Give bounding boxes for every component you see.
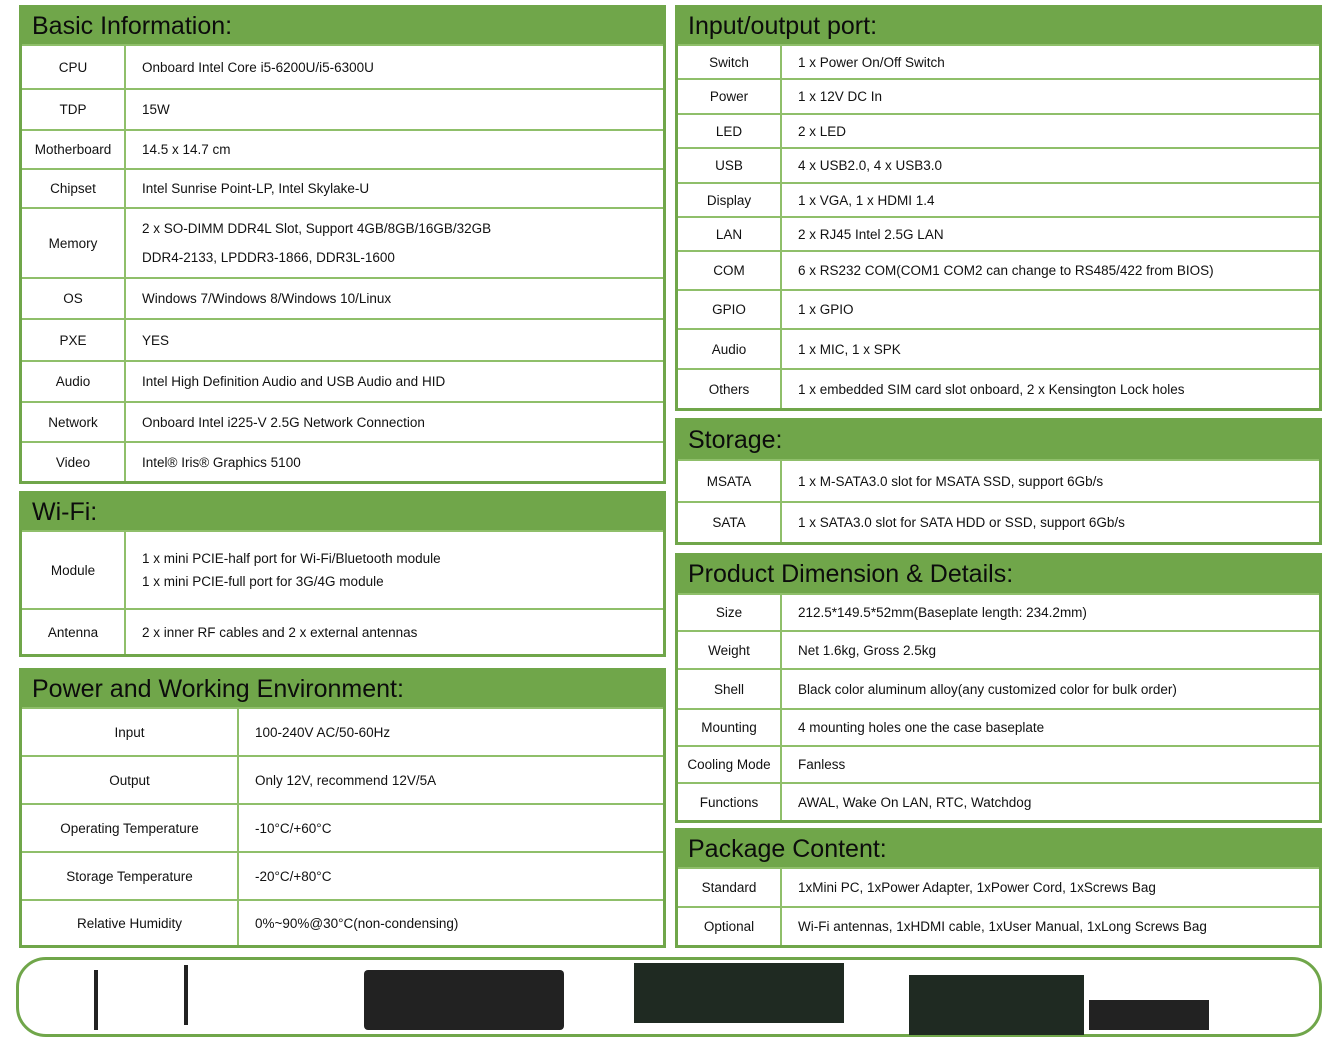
row-value (781, 45, 1319, 79)
row-label: Functions (678, 783, 781, 820)
product-image-ports (634, 963, 844, 1023)
row-label: Power (678, 79, 781, 114)
value-line: Onboard Intel i225-V 2.5G Network Connection (142, 414, 425, 430)
row-label: Video (22, 442, 125, 481)
product-image-ports-2 (909, 975, 1084, 1035)
table-row (22, 208, 663, 278)
value-line: -20°C/+80°C (255, 868, 332, 884)
table-row (678, 746, 1319, 783)
value-line: 2 x SO-DIMM DDR4L Slot, Support 4GB/8GB/16GB/32GB (142, 221, 492, 236)
section-io (675, 5, 1322, 411)
row-label: LED (678, 114, 781, 148)
value-line: Fanless (798, 757, 846, 772)
row-label: Module (22, 531, 125, 609)
row-value (125, 208, 663, 278)
antenna-image (184, 965, 188, 1025)
spec-table (678, 459, 1319, 542)
value-line: 1 x GPIO (798, 302, 854, 317)
row-value (125, 319, 663, 361)
table-row (678, 183, 1319, 217)
product-image-side (1089, 1000, 1209, 1030)
row-label: Memory (22, 208, 125, 278)
section-title: Input/output port: (678, 8, 1319, 44)
value-line: Net 1.6kg, Gross 2.5kg (798, 642, 937, 658)
section-wifi (19, 491, 666, 657)
row-label: Audio (22, 361, 125, 402)
row-label: Output (22, 756, 238, 804)
row-label: OS (22, 278, 125, 319)
row-label: Input (22, 708, 238, 756)
value-line: 4 x USB2.0, 4 x USB3.0 (798, 158, 943, 173)
row-label: Motherboard (22, 130, 125, 169)
table-row (22, 45, 663, 89)
spec-table (22, 44, 663, 481)
table-row (678, 329, 1319, 369)
row-value (238, 804, 663, 852)
section-title: Storage: (678, 421, 1319, 459)
row-value (781, 709, 1319, 746)
row-label: COM (678, 251, 781, 290)
row-value (781, 783, 1319, 820)
row-label: Audio (678, 329, 781, 369)
value-line: YES (142, 332, 170, 348)
table-row (22, 609, 663, 654)
value-line: 2 x inner RF cables and 2 x external antennas (142, 624, 418, 640)
value-line: 6 x RS232 COM(COM1 COM2 can change to RS485/422 from BIOS) (798, 263, 1214, 278)
row-value (125, 402, 663, 442)
antenna-image (94, 970, 98, 1030)
value-line: 1 x SATA3.0 slot for SATA HDD or SSD, support 6Gb/s (798, 515, 1125, 530)
table-row (22, 442, 663, 481)
value-line: 2 x RJ45 Intel 2.5G LAN (798, 226, 944, 242)
value-line: 4 mounting holes one the case baseplate (798, 720, 1045, 735)
table-row (678, 460, 1319, 502)
row-value (781, 217, 1319, 251)
table-row (678, 217, 1319, 251)
row-label: Relative Humidity (22, 900, 238, 945)
product-image-case (364, 970, 564, 1030)
row-value (781, 251, 1319, 290)
row-value (125, 130, 663, 169)
row-value (781, 460, 1319, 502)
section-power (19, 668, 666, 948)
value-line: Black color aluminum alloy(any customized color for bulk order) (798, 681, 1177, 697)
value-line: 1xMini PC, 1xPower Adapter, 1xPower Cord, 1xScrews Bag (798, 880, 1156, 895)
table-row (678, 631, 1319, 669)
table-row (678, 45, 1319, 79)
table-row (22, 278, 663, 319)
row-value (781, 148, 1319, 183)
table-row (678, 369, 1319, 408)
table-row (22, 361, 663, 402)
row-label: Operating Temperature (22, 804, 238, 852)
section-title: Package Content: (678, 831, 1319, 867)
row-value (238, 852, 663, 900)
table-row (22, 402, 663, 442)
section-basic (19, 5, 666, 484)
value-line: Intel® Iris® Graphics 5100 (142, 454, 301, 470)
section-title: Product Dimension & Details: (678, 556, 1319, 593)
row-label: USB (678, 148, 781, 183)
spec-table (678, 44, 1319, 408)
spec-table (22, 530, 663, 654)
value-line: 0%~90%@30°C(non-condensing) (255, 915, 459, 931)
value-line: 1 x embedded SIM card slot onboard, 2 x Kensington Lock holes (798, 381, 1185, 397)
value-line: 212.5*149.5*52mm(Baseplate length: 234.2mm) (798, 605, 1087, 620)
value-line: 1 x 12V DC In (798, 89, 883, 104)
row-value (781, 746, 1319, 783)
value-line: Only 12V, recommend 12V/5A (255, 772, 437, 788)
row-value (238, 756, 663, 804)
row-label: LAN (678, 217, 781, 251)
row-value (125, 169, 663, 208)
row-value (781, 502, 1319, 542)
value-line: 1 x mini PCIE-half port for Wi-Fi/Bluetooth module (142, 551, 441, 566)
value-line: Intel High Definition Audio and USB Audio and HID (142, 374, 446, 389)
row-label: Mounting (678, 709, 781, 746)
table-row (22, 852, 663, 900)
row-value (781, 369, 1319, 408)
row-value (781, 907, 1319, 945)
row-label: Storage Temperature (22, 852, 238, 900)
value-line: Onboard Intel Core i5-6200U/i5-6300U (142, 59, 374, 75)
value-line: 1 x VGA, 1 x HDMI 1.4 (798, 192, 935, 208)
row-value (125, 89, 663, 130)
row-value (238, 708, 663, 756)
value-line: 14.5 x 14.7 cm (142, 142, 231, 157)
row-label: MSATA (678, 460, 781, 502)
table-row (678, 148, 1319, 183)
section-title: Wi-Fi: (22, 494, 663, 530)
table-row (22, 319, 663, 361)
row-label: SATA (678, 502, 781, 542)
value-line: 1 x Power On/Off Switch (798, 54, 945, 70)
table-row (678, 79, 1319, 114)
row-value (125, 45, 663, 89)
row-label: Cooling Mode (678, 746, 781, 783)
value-line: 1 x MIC, 1 x SPK (798, 341, 901, 357)
spec-table (678, 867, 1319, 945)
product-photo-strip (16, 957, 1322, 1037)
table-row (678, 594, 1319, 631)
row-value (781, 631, 1319, 669)
value-line: Windows 7/Windows 8/Windows 10/Linux (142, 291, 392, 306)
table-row (22, 708, 663, 756)
value-line: AWAL, Wake On LAN, RTC, Watchdog (798, 794, 1032, 810)
row-value (125, 609, 663, 654)
value-line: Wi-Fi antennas, 1xHDMI cable, 1xUser Manual, 1xLong Screws Bag (798, 919, 1207, 934)
row-label: TDP (22, 89, 125, 130)
table-row (678, 502, 1319, 542)
value-line: -10°C/+60°C (255, 820, 332, 836)
table-row (678, 251, 1319, 290)
value-line: Intel Sunrise Point-LP, Intel Skylake-U (142, 181, 370, 196)
section-storage (675, 418, 1322, 545)
row-label: Others (678, 369, 781, 408)
table-row (22, 169, 663, 208)
row-value (238, 900, 663, 945)
row-value (781, 183, 1319, 217)
row-label: Standard (678, 868, 781, 907)
row-value (781, 329, 1319, 369)
table-row (678, 669, 1319, 709)
table-row (22, 89, 663, 130)
table-row (678, 868, 1319, 907)
value-line: DDR4-2133, LPDDR3-1866, DDR3L-1600 (142, 250, 395, 265)
row-value (781, 594, 1319, 631)
row-label: PXE (22, 319, 125, 361)
row-label: GPIO (678, 290, 781, 329)
row-value (781, 290, 1319, 329)
section-title: Power and Working Environment: (22, 671, 663, 707)
table-row (678, 783, 1319, 820)
section-dimension (675, 553, 1322, 823)
value-line: 15W (142, 102, 170, 117)
spec-table (22, 707, 663, 945)
section-package (675, 828, 1322, 948)
table-row (22, 900, 663, 945)
table-row (22, 531, 663, 609)
row-value (125, 361, 663, 402)
row-value (781, 114, 1319, 148)
value-line: 1 x M-SATA3.0 slot for MSATA SSD, support 6Gb/s (798, 473, 1104, 489)
row-label: Network (22, 402, 125, 442)
row-label: Size (678, 594, 781, 631)
row-label: CPU (22, 45, 125, 89)
row-label: Optional (678, 907, 781, 945)
value-line: 100-240V AC/50-60Hz (255, 724, 391, 740)
row-label: Display (678, 183, 781, 217)
row-value (125, 442, 663, 481)
row-label: Antenna (22, 609, 125, 654)
row-label: Switch (678, 45, 781, 79)
value-line: 1 x mini PCIE-full port for 3G/4G module (142, 574, 384, 589)
row-value (781, 669, 1319, 709)
table-row (678, 907, 1319, 945)
table-row (678, 290, 1319, 329)
table-row (678, 114, 1319, 148)
spec-table (678, 593, 1319, 820)
value-line: 2 x LED (798, 123, 847, 139)
row-label: Weight (678, 631, 781, 669)
row-value (781, 79, 1319, 114)
table-row (678, 709, 1319, 746)
section-title: Basic Information: (22, 8, 663, 44)
row-value (125, 278, 663, 319)
table-row (22, 130, 663, 169)
table-row (22, 756, 663, 804)
row-value (781, 868, 1319, 907)
row-value (125, 531, 663, 609)
table-row (22, 804, 663, 852)
row-label: Chipset (22, 169, 125, 208)
row-label: Shell (678, 669, 781, 709)
